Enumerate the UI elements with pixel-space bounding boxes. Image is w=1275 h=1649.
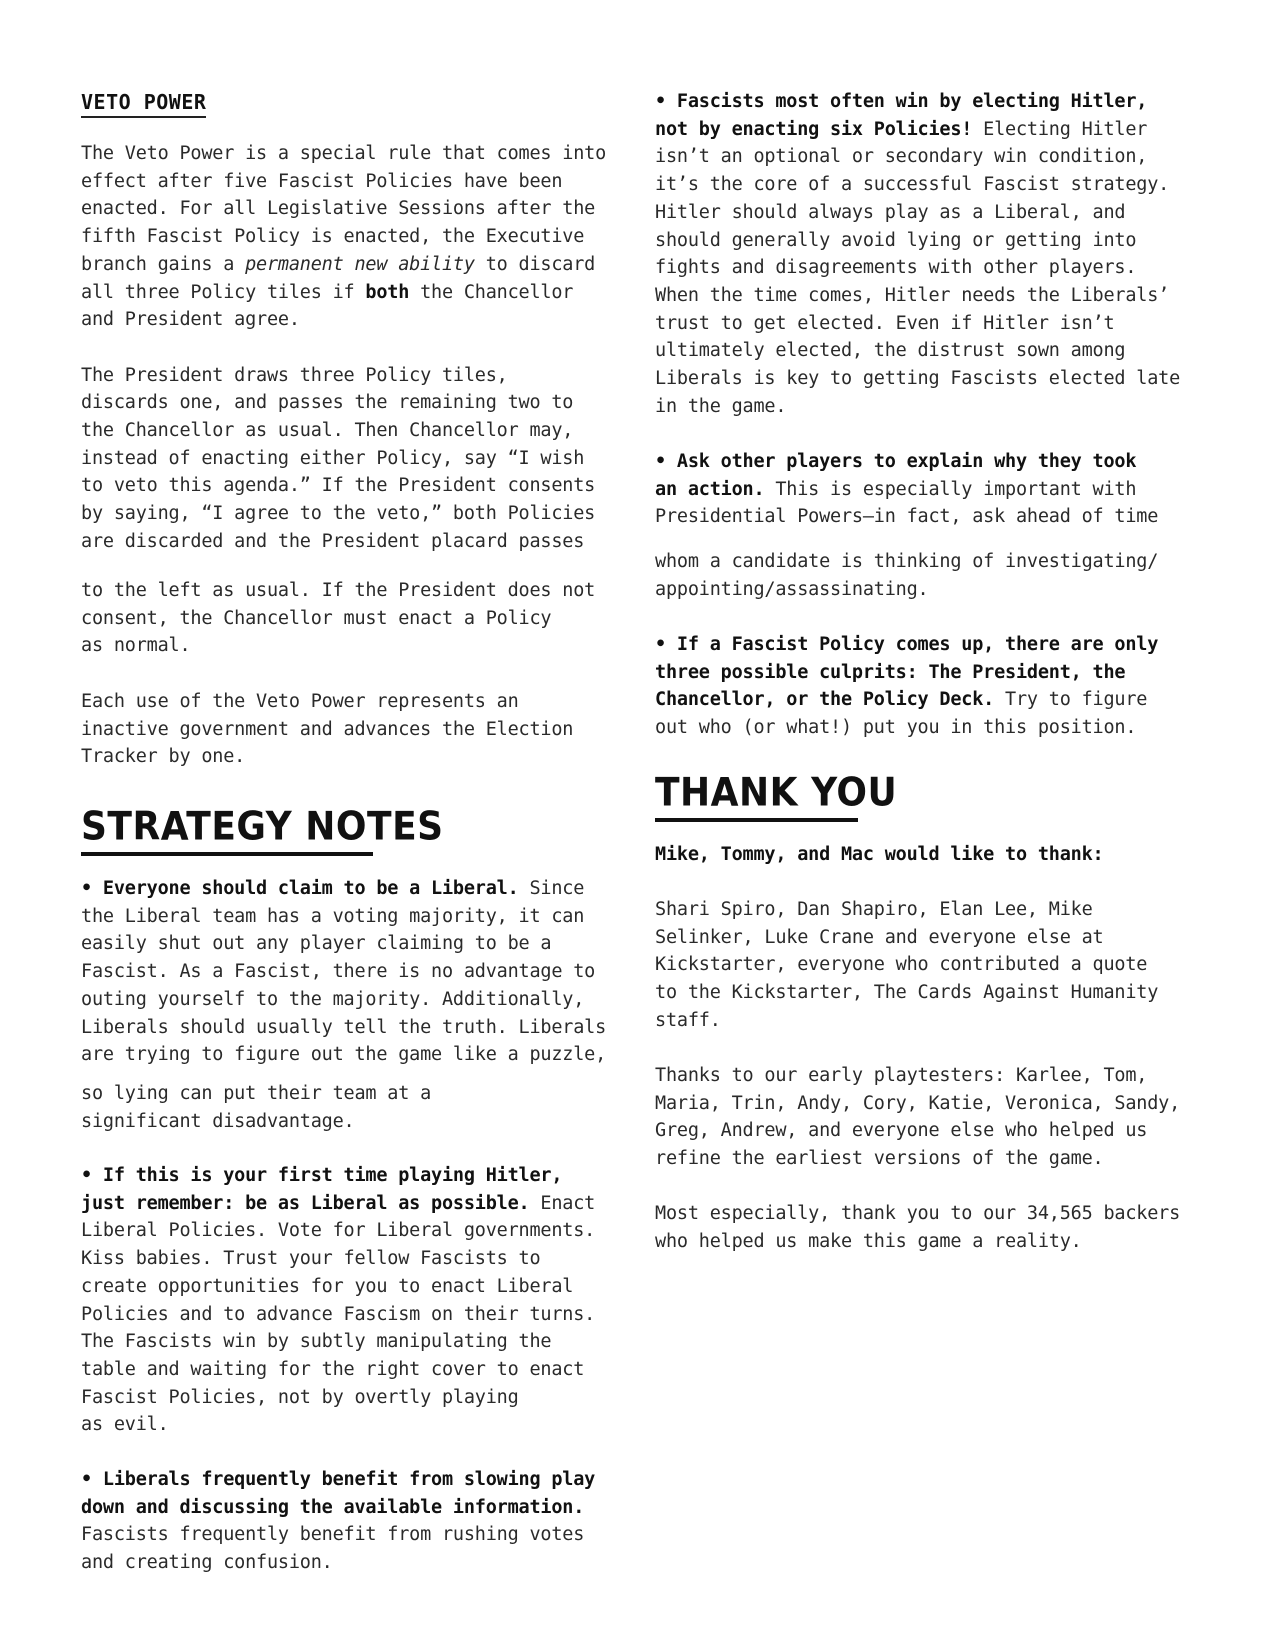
thank-you-heading: THANK YOU (655, 770, 898, 816)
strategy-notes-heading: STRATEGY NOTES (81, 804, 444, 850)
strategy-notes-underline (81, 852, 373, 856)
thank-you-intro: Mike, Tommy, and Mac would like to thank: (655, 844, 1104, 865)
veto-power-heading: VETO POWER (81, 88, 206, 118)
thank-you-underline (655, 818, 858, 822)
